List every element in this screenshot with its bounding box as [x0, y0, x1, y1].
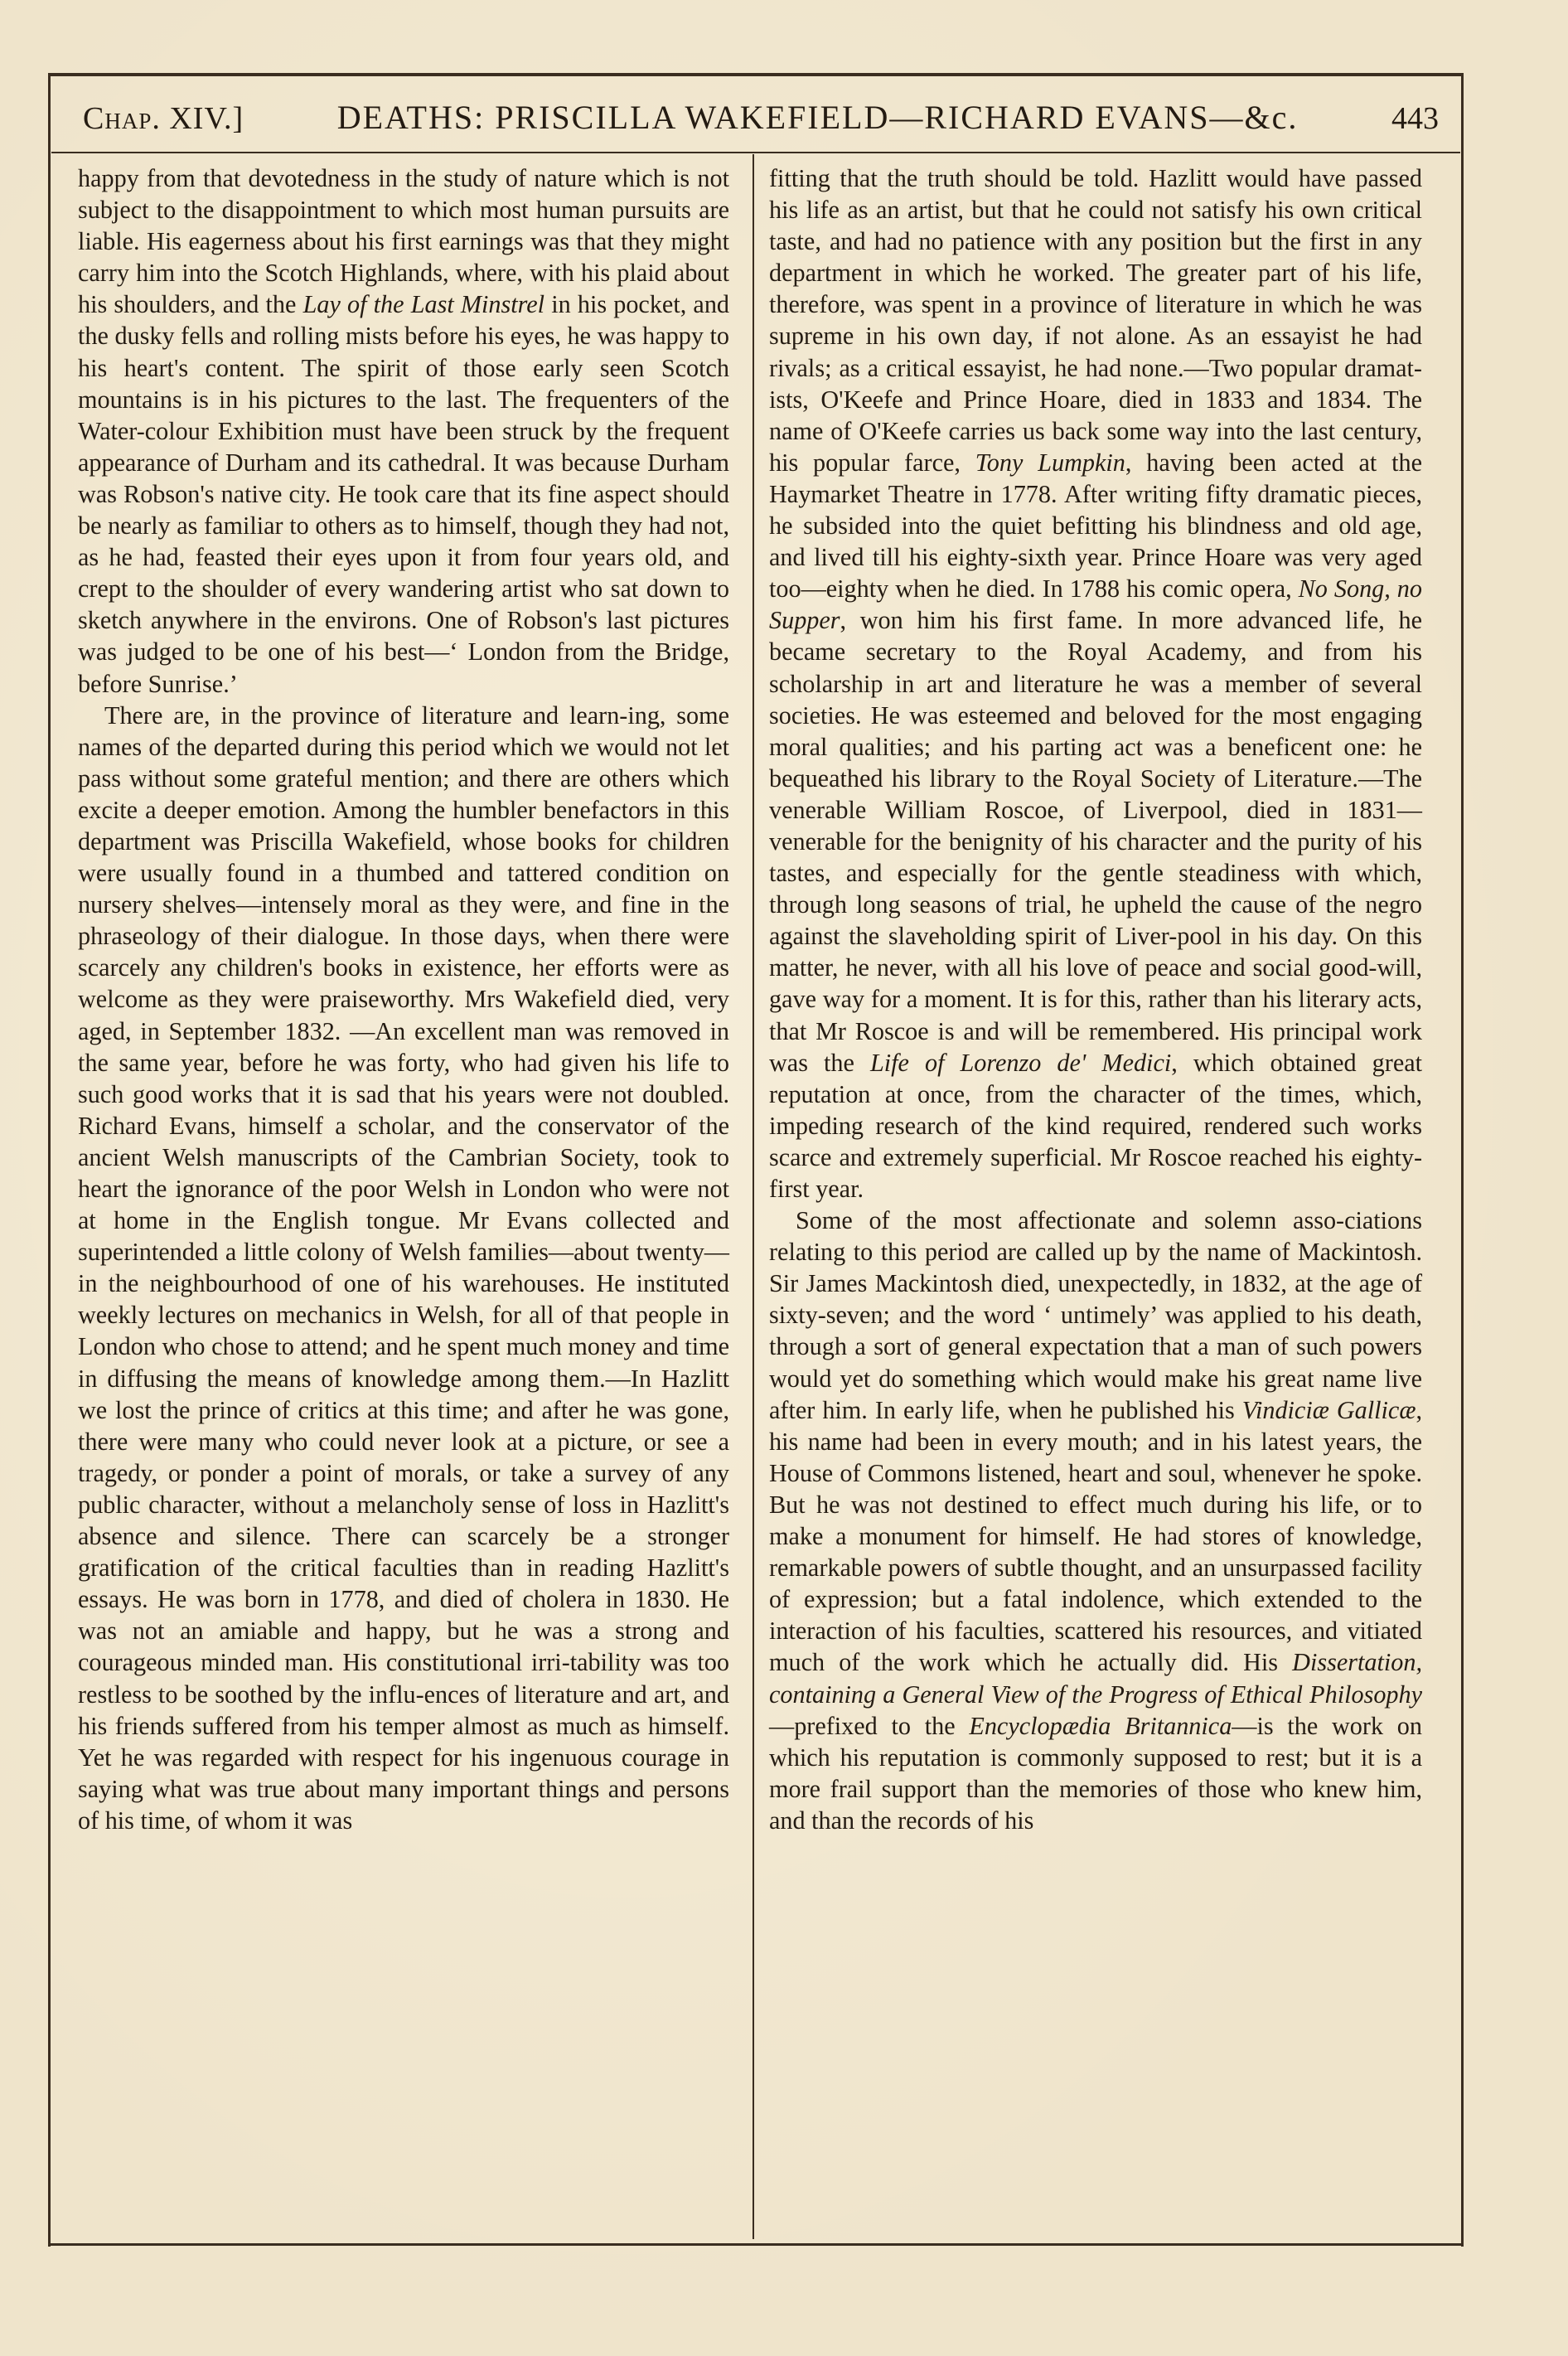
- paragraph: [78, 700, 729, 1836]
- frame-right-rule: [1461, 73, 1464, 2247]
- italic-title: Vindiciæ Gallicæ: [1241, 1395, 1416, 1424]
- italic-title: Tony Lumpkin: [975, 448, 1125, 477]
- paragraph: [769, 1205, 1422, 1836]
- italic-title: Dissertation, containing a General View of the Progress of Ethical Philosophy: [769, 1648, 1422, 1709]
- italic-title: Life of Lorenzo de' Medici: [869, 1048, 1172, 1077]
- left-column: [78, 162, 729, 1836]
- running-title: DEATHS: PRISCILLA WAKEFIELD—RICHARD EVANS—&c.: [336, 99, 1299, 136]
- text-run: , having been acted at the Haymarket Theatre in 1778. After writing fifty dramatic pieces, he subsided into the quiet befitting his blindness and old age, and lived till his eighty-sixth year. Prince Hoare was very aged too—eighty when he died. In 1788 his comic opera,: [769, 448, 1422, 604]
- text-run: , which obtained great reputation at once, from the character of the times, which, impeding research of the kind required, rendered such works scarce and extremely superficial. Mr Roscoe reached his eighty-first year.: [769, 1048, 1423, 1203]
- text-run: —prefixed to the: [769, 1711, 970, 1740]
- paragraph: [78, 162, 729, 700]
- page-number: 443: [1391, 101, 1439, 136]
- text-run: in his pocket, and the dusky fells and rolling mists before his eyes, he was happy to his heart's content. The spirit of those early seen Scotch mountains is in his pictures to the last. The frequenters of the Water-colour Exhibition must have been struck by the frequent appearance of Durham and its cathedral. It was because Durham was Robson's native city. He took care that its fine aspect should be nearly as familiar to others as to himself, though they had not, as he had, feasted their eyes upon it from four years old, and crept to the shoulder of every wandering artist who sat down to sketch anywhere in the environs. One of Robson's last pictures was judged to be one of his best—‘ London from the Bridge, before Sunrise.’: [78, 290, 730, 698]
- text-run: happy from that devotedness in the study of nature which is not subject to the disappointment to which most human pursuits are liable. His eagerness about his first earnings was that they might carry him into the Scotch Highlands, where, with his plaid about his shoulders, and the: [78, 164, 729, 319]
- frame-left-rule: [48, 73, 51, 2247]
- column-divider: [753, 154, 754, 2239]
- italic-title: No Song, no Supper: [769, 574, 1422, 635]
- text-run: Some of the most affectionate and solemn asso-ciations relating to this period are called up by the name of Mackintosh. Sir James Mackintosh died, unexpectedly, in 1832, at the age of sixty-seven; and the word ‘ untimely’ was applied to his death, through a sort of general expectation that a man of such powers would yet do something which would make his great name live after him. In early life, when he published his: [769, 1206, 1422, 1424]
- italic-title: Lay of the Last Minstrel: [302, 290, 545, 319]
- right-column: [769, 162, 1422, 1836]
- italic-title: Encyclopædia Britannica: [969, 1711, 1232, 1740]
- chapter-label: Chap. XIV.]: [83, 101, 244, 136]
- text-run: There are, in the province of literature and learn-ing, some names of the departed during this period which we would not let pass without some grateful mention; and there are others which excite a deeper emotion. Among the humbler benefactors in this department was Priscilla Wakefield, whose books for children were usually found in a thumbed and tattered condition on nursery shelves—intensely moral as they were, and fine in the phraseology of their dialogue. In those days, when there were scarcely any children's books in existence, her efforts were as welcome as they were praiseworthy. Mrs Wakefield died, very aged, in September 1832. —An excellent man was removed in the same year, before he was forty, who had given his life to such good works that it is sad that his years were not doubled. Richard Evans, himself a scholar, and the conservator of the ancient Welsh manuscripts of the Cambrian Society, took to heart the ignorance of the poor Welsh in London who were not at home in the English tongue. Mr Evans collected and superintended a little colony of Welsh families—about twenty—in the neighbourhood of one of his warehouses. He instituted weekly lectures on mechanics in Welsh, for all of that people in London who chose to attend; and he spent much money and time in diffusing the means of knowledge among them.—In Hazlitt we lost the prince of critics at this time; and after he was gone, there were many who could never look at a picture, or see a tragedy, or ponder a point of morals, or take a survey of any public character, without a melancholy sense of loss in Hazlitt's absence and silence. There can scarcely be a stronger gratification of the critical faculties than in reading Hazlitt's essays. He was born in 1778, and died of cholera in 1830. He was not an amiable and happy, but he was a strong and courageous minded man. His constitutional irri-tability was too restless to be soothed by the influ-ences of literature and art, and his friends suffered from his temper almost as much as himself. Yet he was regarded with respect for his ingenuous courage in saying what was true about many important things and persons of his time, of whom it was: [78, 700, 729, 1835]
- paragraph: [769, 162, 1422, 1205]
- frame-top-rule: [48, 73, 1464, 76]
- text-run: , his name had been in every mouth; and in his latest years, the House of Commons listened, heart and soul, whenever he spoke. But he was not destined to effect much during his life, or to make a monument for himself. He had stores of knowledge, remarkable powers of subtle thought, and an unsurpassed facility of expression; but a fatal indolence, which extended to the interaction of his faculties, scattered his resources, and vitiated much of the work which he actually did. His: [769, 1395, 1423, 1677]
- running-header: [83, 98, 1439, 151]
- text-run: , won him his first fame. In more advanced life, he became secretary to the Royal Academy, and from his scholarship in art and literature he was a member of several societies. He was esteemed and beloved for the most engaging moral qualities; and his parting act was a beneficent one: he bequeathed his library to the Royal Society of Literature.—The venerable William Roscoe, of Liverpool, died in 1831—venerable for the benignity of his character and the purity of his tastes, and especially for the gentle steadiness with which, through long seasons of trial, he upheld the cause of the negro against the slaveholding spirit of Liver-pool in his day. On this matter, he never, with all his love of peace and social good-will, gave way for a moment. It is for this, rather than his literary acts, that Mr Roscoe is and will be remembered. His principal work was the: [769, 606, 1422, 1077]
- text-run: —is the work on which his reputation is commonly supposed to rest; but it is a more frail support than the memories of those who knew him, and than the records of his: [769, 1711, 1422, 1835]
- text-run: fitting that the truth should be told. Hazlitt would have passed his life as an artist, but that he could not satisfy his own critical taste, and had no patience with any position but the first in any department in which he worked. The greater part of his life, therefore, was spent in a province of literature in which he was supreme in his own day, if not alone. As an essayist he had rivals; as a critical essayist, he had none.—Two popular dramat-ists, O'Keefe and Prince Hoare, died in 1833 and 1834. The name of O'Keefe carries us back some way into the last century, his popular farce,: [769, 164, 1422, 477]
- frame-bottom-rule: [48, 2243, 1464, 2246]
- header-rule: [51, 152, 1460, 153]
